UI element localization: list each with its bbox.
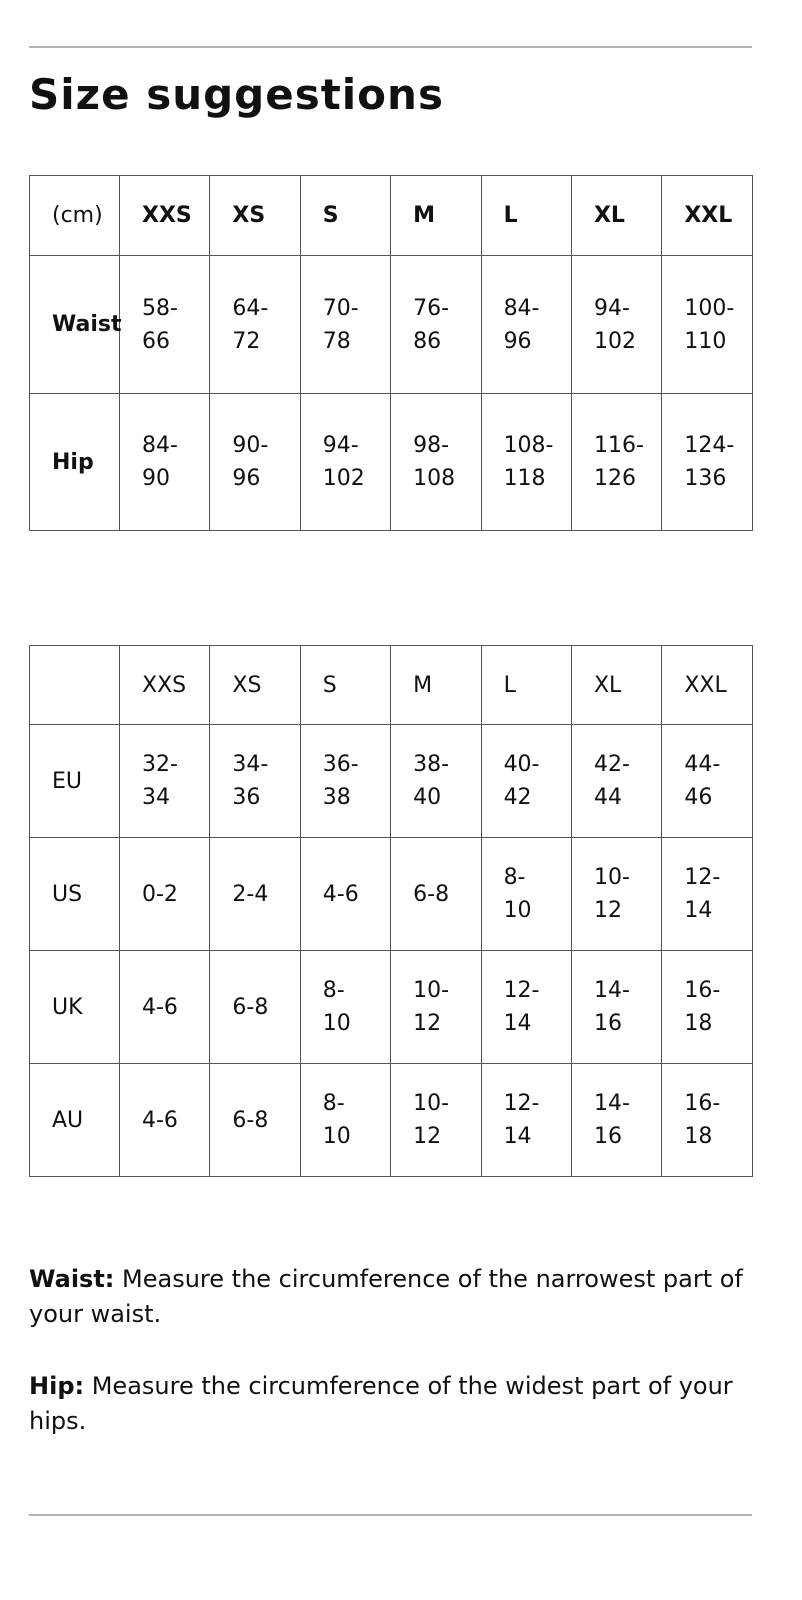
table-cell: 2-4 (210, 838, 300, 951)
row-label-waist: Waist (30, 256, 120, 394)
hip-row (30, 394, 753, 531)
row-label-uk: UK (30, 951, 120, 1064)
size-header: XL (571, 176, 661, 256)
size-header: M (391, 646, 481, 725)
table-cell: 124- 136 (662, 394, 752, 531)
table-cell: 0-2 (120, 838, 210, 951)
table-cell: 108- 118 (481, 394, 571, 531)
hip-note-label: Hip: (29, 1372, 85, 1400)
table-cell: 16- 18 (662, 951, 752, 1064)
waist-row (30, 256, 753, 394)
table-cell: 10- 12 (571, 838, 661, 951)
table-cell: 34- 36 (210, 725, 300, 838)
table-cell: 116- 126 (571, 394, 661, 531)
waist-note-text: Measure the circumference of the narrowest part of your waist. (29, 1265, 743, 1328)
table-cell: 84- 96 (481, 256, 571, 394)
table-cell: 42- 44 (571, 725, 661, 838)
size-header: M (391, 176, 481, 256)
unit-label: (cm) (30, 176, 120, 256)
table-cell: 8- 10 (300, 1064, 390, 1177)
row-label-hip: Hip (30, 394, 120, 531)
table-cell: 8- 10 (300, 951, 390, 1064)
table-cell: 36- 38 (300, 725, 390, 838)
table-cell: 6-8 (210, 1064, 300, 1177)
table-cell: 4-6 (300, 838, 390, 951)
size-header: L (481, 176, 571, 256)
table-cell: 4-6 (120, 951, 210, 1064)
size-header: L (481, 646, 571, 725)
table-cell: 6-8 (210, 951, 300, 1064)
table-cell: 44- 46 (662, 725, 752, 838)
table-cell: 76- 86 (391, 256, 481, 394)
table-cell: 94- 102 (571, 256, 661, 394)
size-header: XL (571, 646, 661, 725)
bottom-divider (29, 1514, 752, 1516)
waist-note (29, 1262, 759, 1332)
table-cell: 38- 40 (391, 725, 481, 838)
measurements-header-row (30, 176, 753, 256)
table-cell: 10- 12 (391, 951, 481, 1064)
size-header: XXS (120, 646, 210, 725)
hip-note (29, 1369, 759, 1439)
size-header: XXS (120, 176, 210, 256)
table-cell: 90- 96 (210, 394, 300, 531)
size-header: XS (210, 646, 300, 725)
table-cell: 14- 16 (571, 1064, 661, 1177)
table-cell: 98- 108 (391, 394, 481, 531)
table-cell: 58- 66 (120, 256, 210, 394)
page-title: Size suggestions (29, 70, 444, 119)
us-row (30, 838, 753, 951)
measurements-table (29, 175, 753, 531)
table-cell: 100- 110 (662, 256, 752, 394)
au-row (30, 1064, 753, 1177)
row-label-eu: EU (30, 725, 120, 838)
table-cell: 12- 14 (481, 1064, 571, 1177)
table-cell: 6-8 (391, 838, 481, 951)
corner-cell (30, 646, 120, 725)
top-divider (29, 46, 752, 48)
table-cell: 10- 12 (391, 1064, 481, 1177)
size-header: S (300, 646, 390, 725)
table-cell: 16- 18 (662, 1064, 752, 1177)
waist-note-label: Waist: (29, 1265, 115, 1293)
table-cell: 32- 34 (120, 725, 210, 838)
size-header: S (300, 176, 390, 256)
hip-note-text: Measure the circumference of the widest part of your hips. (29, 1372, 733, 1435)
size-header: XXL (662, 646, 752, 725)
table-cell: 14- 16 (571, 951, 661, 1064)
conversion-header-row (30, 646, 753, 725)
size-header: XXL (662, 176, 752, 256)
size-conversion-table (29, 645, 753, 1177)
eu-row (30, 725, 753, 838)
table-cell: 12- 14 (662, 838, 752, 951)
table-cell: 4-6 (120, 1064, 210, 1177)
uk-row (30, 951, 753, 1064)
size-header: XS (210, 176, 300, 256)
table-cell: 8- 10 (481, 838, 571, 951)
table-cell: 84- 90 (120, 394, 210, 531)
table-cell: 64- 72 (210, 256, 300, 394)
table-cell: 12- 14 (481, 951, 571, 1064)
row-label-us: US (30, 838, 120, 951)
table-cell: 40- 42 (481, 725, 571, 838)
table-cell: 70- 78 (300, 256, 390, 394)
row-label-au: AU (30, 1064, 120, 1177)
table-cell: 94- 102 (300, 394, 390, 531)
